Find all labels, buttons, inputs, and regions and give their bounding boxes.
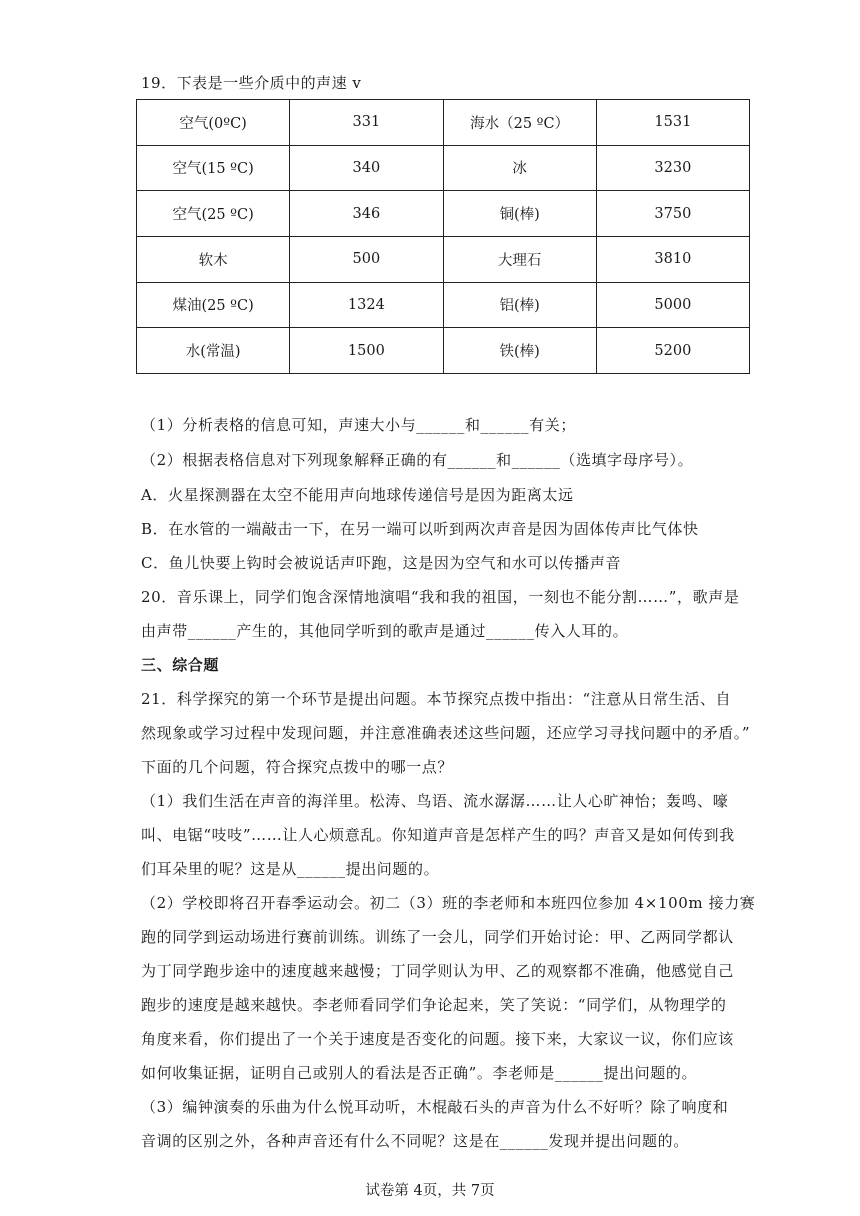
- question-21-part-2-line: 为丁同学跑步途中的速度越来越慢；丁同学则认为甲、乙的观察都不准确，他感觉自己: [141, 962, 734, 980]
- question-21-part-1-line: 叫、电锯“吱吱”……让人心烦意乱。你知道声音是怎样产生的吗？声音又是如何传到我: [141, 826, 735, 844]
- question-21-part-2-line: 角度来看，你们提出了一个关于速度是否变化的问题。接下来，大家议一议，你们应该: [141, 1030, 734, 1048]
- question-21-part-2-line: 跑的同学到运动场进行赛前训练。训练了一会儿，同学们开始讨论：甲、乙两同学都认: [141, 928, 734, 946]
- table-cell: 5200: [596, 328, 749, 374]
- question-21-part-2-line: 如何收集证据，证明自己或别人的看法是否正确”。李老师是______提出问题的。: [141, 1064, 698, 1082]
- table-cell: 3750: [596, 191, 749, 237]
- question-19-part-1: （1）分析表格的信息可知，声速大小与______和______有关；: [141, 416, 576, 434]
- table-row: [137, 100, 750, 146]
- option-c: C．鱼儿快要上钩时会被说话声吓跑，这是因为空气和水可以传播声音: [141, 554, 622, 572]
- table-cell: 5000: [596, 282, 749, 328]
- question-21-part-3-line: （3）编钟演奏的乐曲为什么悦耳动听，木棍敲石头的声音为什么不好听？除了响度和: [141, 1098, 729, 1116]
- table-cell: 空气(0ºC): [137, 100, 290, 146]
- table-cell: 软木: [137, 236, 290, 282]
- table-row: [137, 236, 750, 282]
- table-row: [137, 328, 750, 374]
- question-19-title: 19．下表是一些介质中的声速 v: [141, 74, 362, 92]
- table-row: [137, 191, 750, 237]
- table-cell: 331: [290, 100, 443, 146]
- option-a: A．火星探测器在太空不能用声向地球传递信号是因为距离太远: [141, 486, 574, 504]
- question-21-line-2: 然现象或学习过程中发现问题，并注意准确表述这些问题，还应学习寻找问题中的矛盾。”: [141, 724, 751, 742]
- table-cell: 340: [290, 145, 443, 191]
- sound-speed-table: [136, 99, 750, 374]
- question-21-part-3-line: 音调的区别之外，各种声音还有什么不同呢？这是在______发现并提出问题的。: [141, 1132, 689, 1150]
- question-21-part-2-line: （2）学校即将召开春季运动会。初二（3）班的李老师和本班四位参加 4×100m 接力赛: [141, 894, 756, 912]
- table-cell: 1500: [290, 328, 443, 374]
- table-cell: 1531: [596, 100, 749, 146]
- question-21-part-1-line: （1）我们生活在声音的海洋里。松涛、鸟语、流水潺潺……让人心旷神怡；轰鸣、嚎: [141, 792, 729, 810]
- table-row: [137, 282, 750, 328]
- question-21-part-1-line: 们耳朵里的呢？这是从______提出问题的。: [141, 860, 440, 878]
- question-21-part-2-line: 跑步的速度是越来越快。李老师看同学们争论起来，笑了笑说：“同学们，从物理学的: [141, 996, 727, 1014]
- table-row: [137, 145, 750, 191]
- table-cell: 冰: [443, 145, 596, 191]
- section-heading: 三、综合题: [141, 656, 220, 674]
- question-20-line-2: 由声带______产生的，其他同学听到的歌声是通过______传入人耳的。: [141, 622, 629, 640]
- table-cell: 水(常温): [137, 328, 290, 374]
- page-footer: 试卷第 4页，共 7页: [365, 1183, 495, 1199]
- question-21-line-3: 下面的几个问题，符合探究点拨中的哪一点？: [141, 758, 454, 776]
- table-cell: 3230: [596, 145, 749, 191]
- table-cell: 1324: [290, 282, 443, 328]
- option-b: B．在水管的一端敲击一下，在另一端可以听到两次声音是因为固体传声比气体快: [141, 520, 699, 538]
- table-cell: 铁(棒): [443, 328, 596, 374]
- table-cell: 346: [290, 191, 443, 237]
- table-cell: 空气(25 ºC): [137, 191, 290, 237]
- table-cell: 煤油(25 ºC): [137, 282, 290, 328]
- table-cell: 海水（25 ºC）: [443, 100, 596, 146]
- table-cell: 大理石: [443, 236, 596, 282]
- table-cell: 铝(棒): [443, 282, 596, 328]
- question-21-line-1: 21．科学探究的第一个环节是提出问题。本节探究点拨中指出：“注意从日常生活、自: [141, 690, 732, 708]
- table-cell: 500: [290, 236, 443, 282]
- question-20-line-1: 20．音乐课上，同学们饱含深情地演唱“我和我的祖国，一刻也不能分割……”，歌声是: [141, 588, 740, 606]
- table-cell: 空气(15 ºC): [137, 145, 290, 191]
- question-19-part-2: （2）根据表格信息对下列现象解释正确的有______和______（选填字母序号）。: [141, 451, 694, 469]
- table-cell: 铜(棒): [443, 191, 596, 237]
- table-cell: 3810: [596, 236, 749, 282]
